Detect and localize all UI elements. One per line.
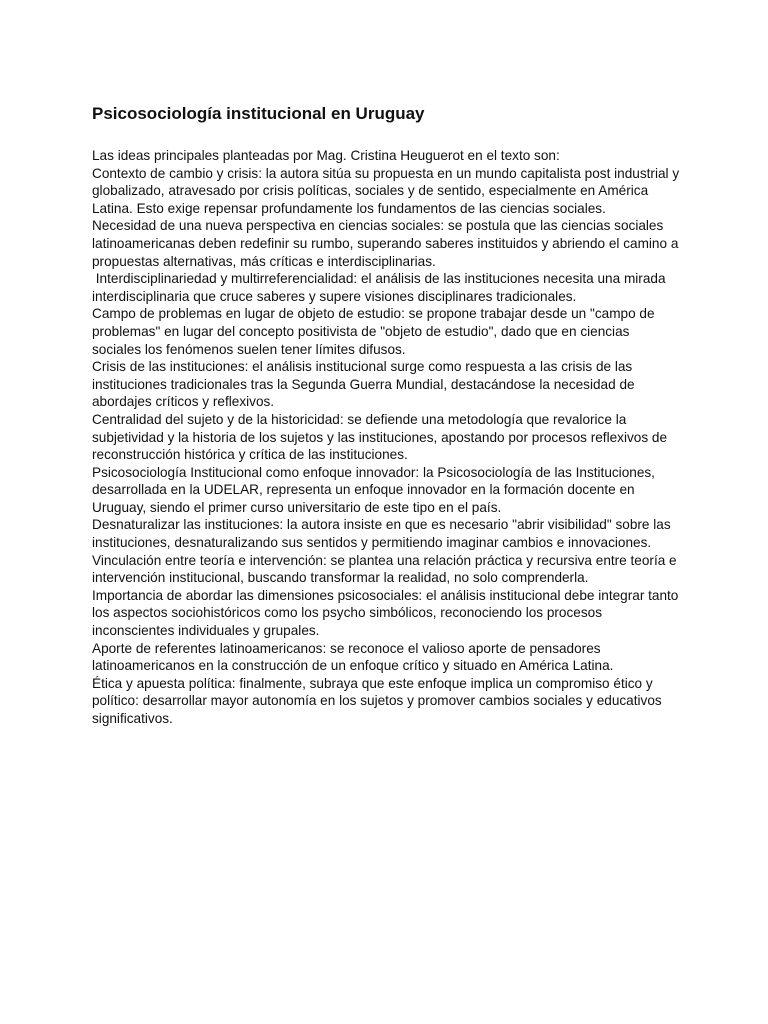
paragraph-psicosociologia-institucional: Psicosociología Institucional como enfoque innovador: la Psicosociología de las Instituciones, desarrollada en la UDELAR, representa un enfoque innovador en la formación docente en Uruguay, siendo el primer curso universitario de este tipo en el país. — [92, 464, 659, 515]
paragraph-centralidad-sujeto: Centralidad del sujeto y de la historicidad: se defiende una metodología que revalorice la subjetividad y la historia de los sujetos y las instituciones, apostando por procesos reflexivos de reconstrucción histórica y crítica de las instituciones. — [92, 411, 671, 463]
paragraph-nueva-perspectiva: Necesidad de una nueva perspectiva en ciencias sociales: se postula que las ciencias sociales latinoamericanas deben redefinir su rumbo, superando saberes instituidos y abriendo el camino a propuestas alternativas, más críticas e interdisciplinarias. — [92, 218, 683, 269]
paragraph-teoria-intervencion: Vinculación entre teoría e intervención: se plantea una relación práctica y recursiva entre teoría e intervención institucional, buscando transformar la realidad, no solo comprenderla. — [92, 552, 681, 586]
intro-paragraph: Las ideas principales planteadas por Mag. Cristina Heuguerot en el texto son: — [92, 148, 560, 163]
paragraph-dimensiones-psicosociales: Importancia de abordar las dimensiones psicosociales: el análisis institucional debe integrar tanto los aspectos sociohistóricos como los psycho simbólicos, reconociendo los procesos inconscientes individuales y grupales. — [92, 587, 683, 639]
paragraph-desnaturalizar: Desnaturalizar las instituciones: la autora insiste en que es necesario "abrir visibilidad" sobre las instituciones, desnaturalizando sus sentidos y permitiendo imaginar cambios e innovaciones. — [92, 517, 675, 551]
paragraph-interdisciplinariedad: Interdisciplinariedad y multirreferencialidad: el análisis de las instituciones necesita una mirada interdisciplinaria que cruce saberes y supere visiones disciplinares tradicionales. — [92, 271, 670, 304]
document-title: Psicosociología institucional en Uruguay — [92, 104, 425, 123]
paragraph-crisis-instituciones: Crisis de las instituciones: el análisis institucional surge como respuesta a las crisis de las instituciones tradicionales tras la Segunda Guerra Mundial, destacándose la necesidad de abordajes críticos y reflexivos. — [92, 359, 639, 410]
paragraph-contexto-cambio-crisis: Contexto de cambio y crisis: la autora sitúa su propuesta en un mundo capitalista post industrial y globalizado, atravesado por crisis políticas, sociales y de sentido, especialmente en América Latina. Esto exige repensar profundamente los fundamentos de las ciencias sociales. — [92, 165, 683, 216]
document-body — [92, 147, 682, 728]
paragraph-etica-apuesta-politica: Ética y apuesta política: finalmente, subraya que este enfoque implica un compromiso ético y político: desarrollar mayor autonomía en los sujetos y promover cambios sociales y educativos significativos. — [92, 675, 666, 726]
paragraph-campo-de-problemas: Campo de problemas en lugar de objeto de estudio: se propone trabajar desde un "campo de problemas" en lugar del concepto positivista de "objeto de estudio", dado que en ciencias sociales los fenómenos suelen tener límites difusos. — [92, 306, 659, 357]
paragraph-referentes-latinoamericanos: Aporte de referentes latinoamericanos: se reconoce el valioso aporte de pensadores latinoamericanos en la construcción de un enfoque crítico y situado en América Latina. — [92, 640, 614, 674]
